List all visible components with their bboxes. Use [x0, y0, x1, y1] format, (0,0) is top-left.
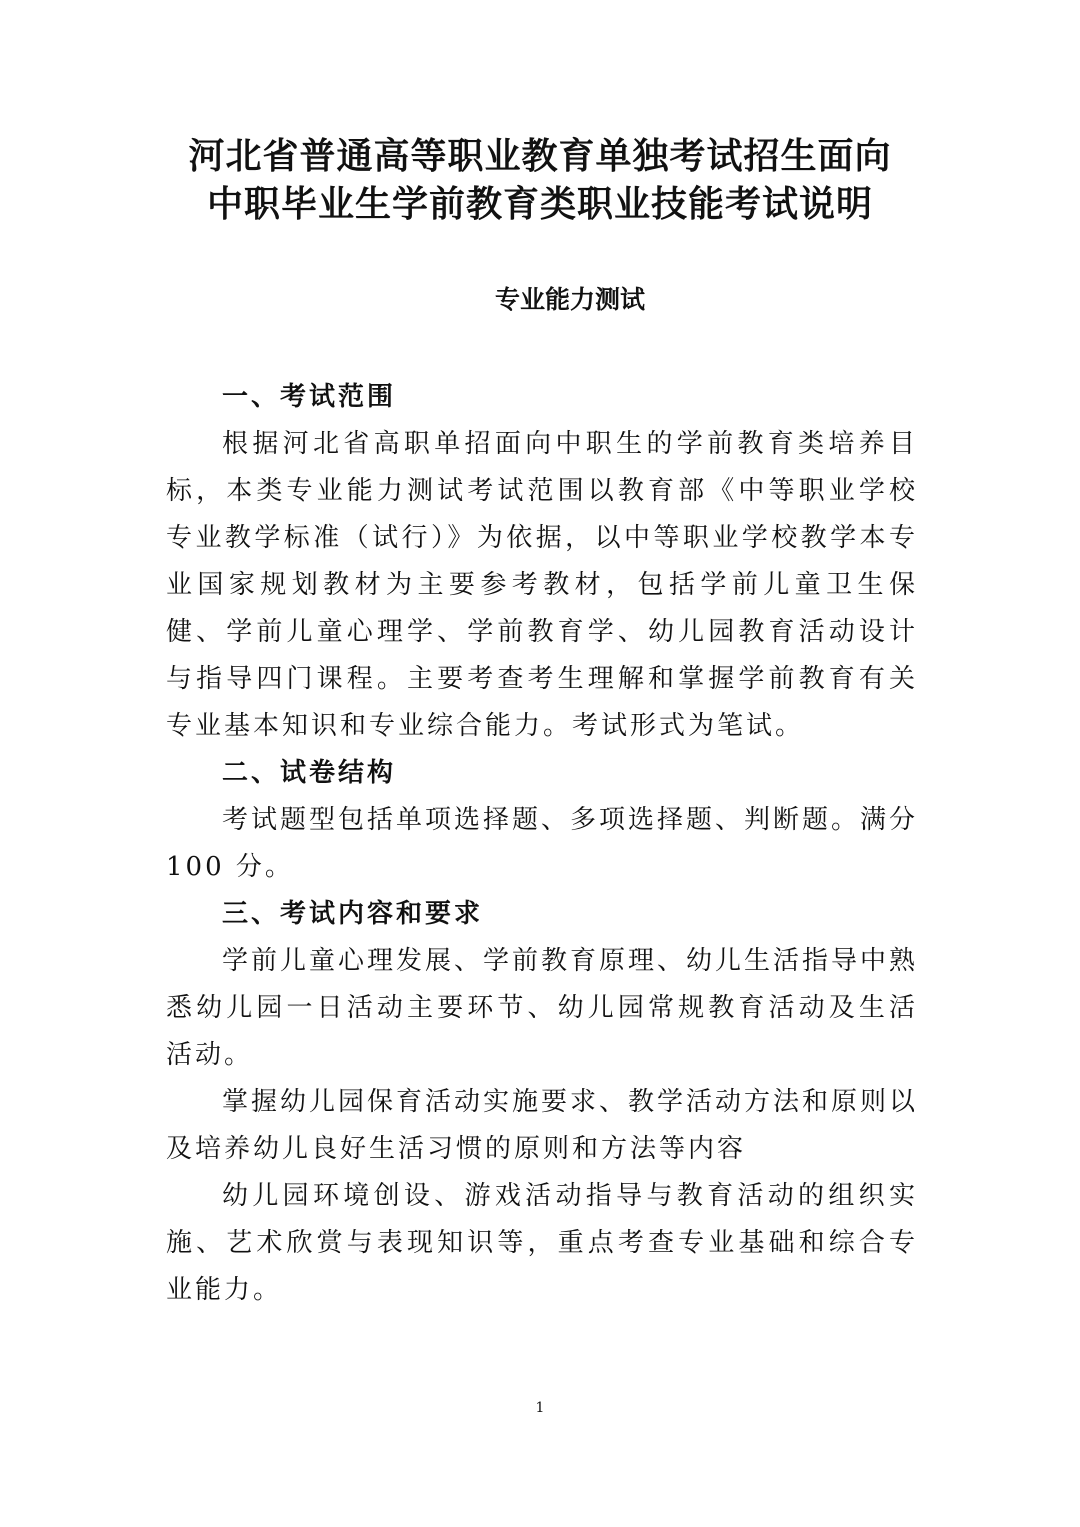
paragraph-content-3: 幼儿园环境创设、游戏活动指导与教育活动的组织实施、艺术欣赏与表现知识等，重点考查专业基础和综合专业能力。	[166, 1181, 918, 1305]
document-title-line-1: 河北省普通高等职业教育单独考试招生面向	[188, 136, 892, 177]
paragraph-exam-scope: 根据河北省高职单招面向中职生的学前教育类培养目标，本类专业能力测试考试范围以教育部《中等职业学校专业教学标准（试行）》为依据，以中等职业学校教学本专业国家规划教材为主要参考教材，包括学前儿童卫生保健、学前儿童心理学、学前教育学、幼儿园教育活动设计与指导四门课程。主要考查考生理解和掌握学前教育有关专业基本知识和专业综合能力。考试形式为笔试。	[166, 429, 918, 741]
document-subtitle: 专业能力测试	[494, 285, 645, 314]
document-title-line-2: 中职毕业生学前教育类职业技能考试说明	[206, 184, 873, 225]
paragraph-content-1: 学前儿童心理发展、学前教育原理、幼儿生活指导中熟悉幼儿园一日活动主要环节、幼儿园常规教育活动及生活活动。	[166, 946, 919, 1070]
paragraph-paper-structure: 考试题型包括单项选择题、多项选择题、判断题。满分100 分。	[166, 805, 919, 882]
section-heading-content-requirements: 三、考试内容和要求	[222, 899, 484, 929]
document-body	[166, 374, 918, 1314]
section-heading-exam-scope: 一、考试范围	[222, 382, 397, 412]
page-number: 1	[535, 1400, 545, 1416]
section-heading-paper-structure: 二、试卷结构	[222, 758, 397, 788]
paragraph-content-2: 掌握幼儿园保育活动实施要求、教学活动方法和原则以及培养幼儿良好生活习惯的原则和方法等内容	[166, 1087, 919, 1164]
